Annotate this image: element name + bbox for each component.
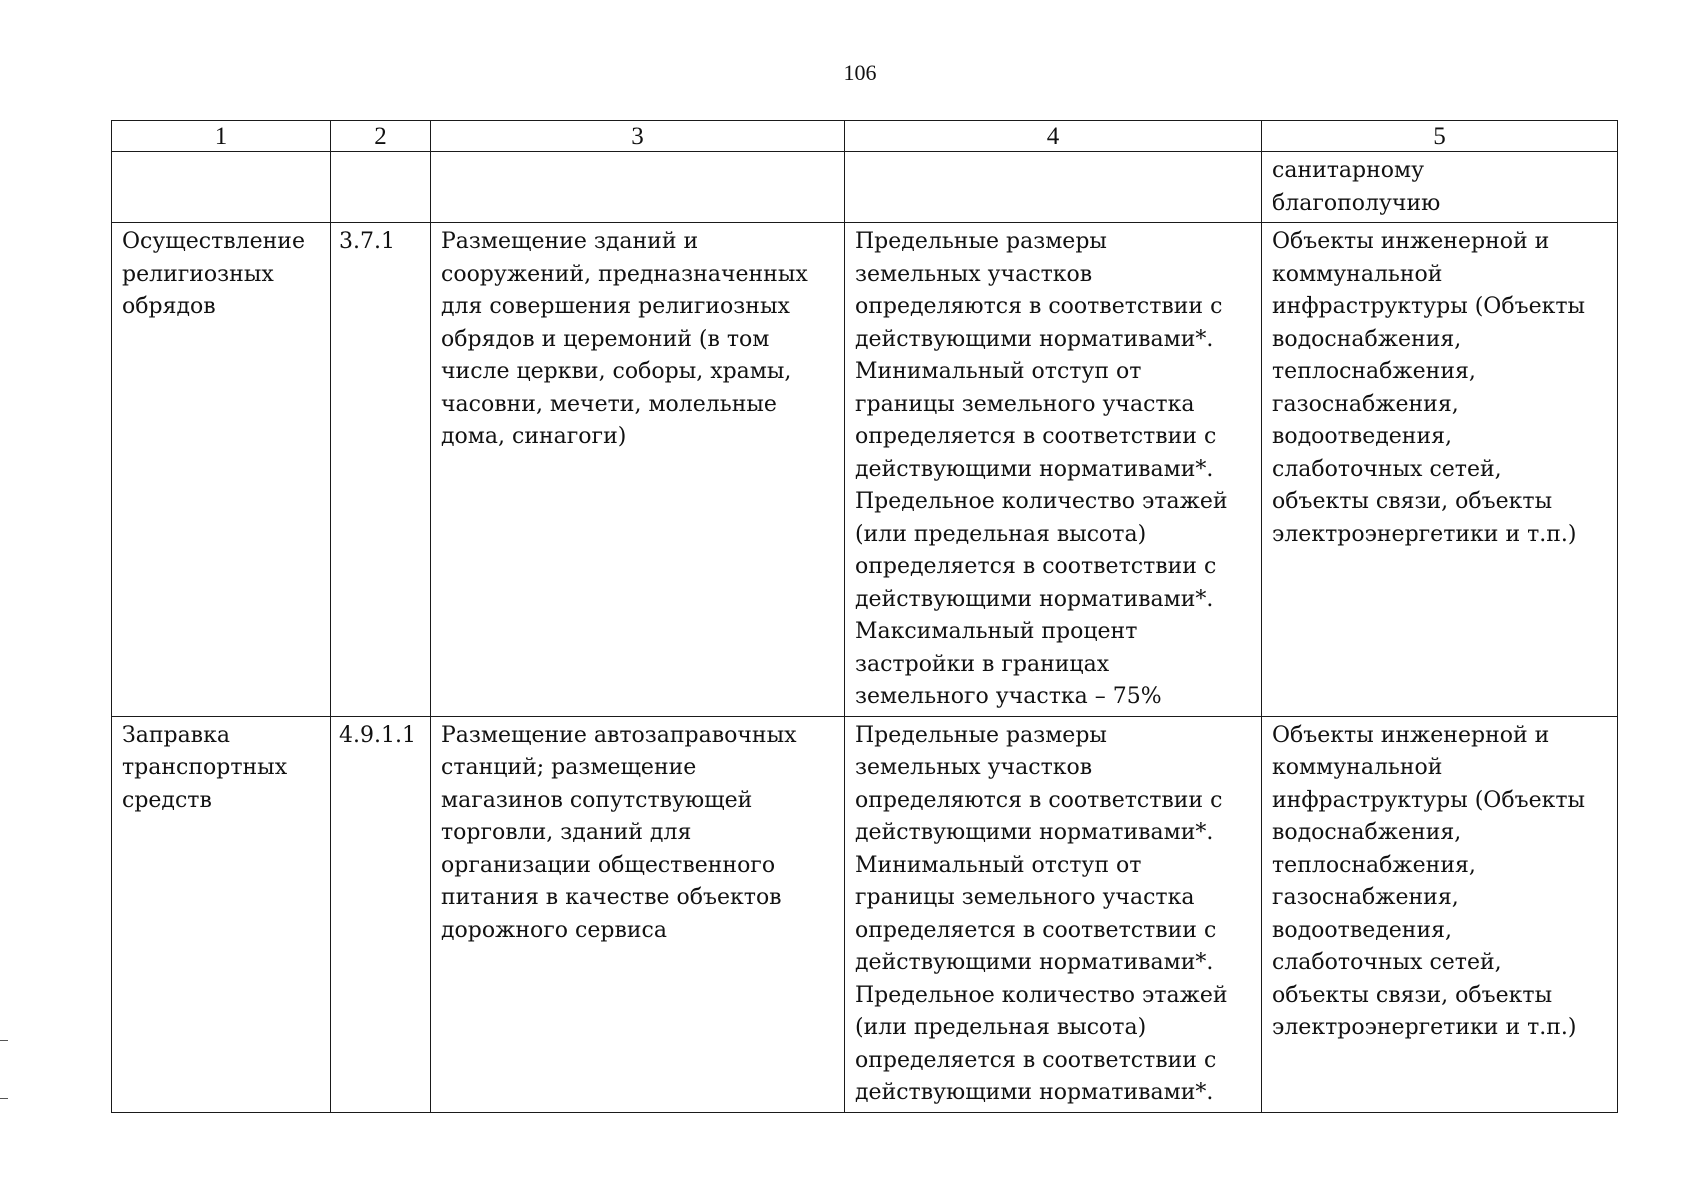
cell-text: Размещение зданий и сооружений, предназначенных для совершения религиозных обрядов и церемоний (в том числе церкви, соборы, храмы, часовни, мечети, молельные дома, синагоги) xyxy=(441,229,808,449)
cell-description xyxy=(431,716,845,1112)
cell-use-name xyxy=(112,716,331,1112)
cell-text: Предельные размеры земельных участков определяются в соответствии с действующими нормативами*. Минимальный отступ от границы земельного участка определяется в соответствии с действующими нормативами*. Предельное количество этажей (или предельная высота) определяется в соответствии с действующими нормативами*. xyxy=(855,722,1228,1105)
column-header-4: 4 xyxy=(845,121,1262,152)
cell-text: 4.9.1.1 xyxy=(339,722,416,748)
cell-description xyxy=(431,223,845,717)
cell-text: Объекты инженерной и коммунальной инфраструктуры (Объекты водоснабжения, теплоснабжения, газоснабжения, водоотведения, слаботочных сетей, объекты связи, объекты электроэнергетики и т.п.) xyxy=(1272,722,1586,1040)
table-header-row xyxy=(112,121,1618,152)
table-row xyxy=(112,152,1618,223)
table-row xyxy=(112,716,1618,1112)
cell-text: Осуществление религиозных обрядов xyxy=(122,229,305,319)
cell-use-name xyxy=(112,223,331,717)
column-header-3: 3 xyxy=(431,121,845,152)
cell-description xyxy=(431,152,845,223)
column-header-5: 5 xyxy=(1262,121,1618,152)
cell-code xyxy=(331,223,431,717)
cell-parameters xyxy=(845,716,1262,1112)
cell-code xyxy=(331,716,431,1112)
cell-auxiliary-uses xyxy=(1262,716,1618,1112)
margin-scan-mark xyxy=(0,1098,8,1099)
cell-text: санитарному благополучию xyxy=(1272,158,1441,216)
cell-auxiliary-uses xyxy=(1262,223,1618,717)
column-header-1: 1 xyxy=(112,121,331,152)
cell-text: 3.7.1 xyxy=(339,229,395,254)
cell-parameters xyxy=(845,152,1262,223)
margin-scan-mark xyxy=(0,1040,8,1041)
cell-text: Заправка транспортных средств xyxy=(122,722,288,813)
cell-code xyxy=(331,152,431,223)
cell-text: Объекты инженерной и коммунальной инфраструктуры (Объекты водоснабжения, теплоснабжения, газоснабжения, водоотведения, слаботочных сетей, объекты связи, объекты электроэнергетики и т.п.) xyxy=(1272,229,1586,547)
cell-text: Размещение автозаправочных станций; размещение магазинов сопутствующей торговли, зданий для организации общественного питания в качестве объектов дорожного сервиса xyxy=(441,722,797,943)
page-number: 106 xyxy=(843,60,877,85)
table-row xyxy=(112,223,1618,717)
column-header-2: 2 xyxy=(331,121,431,152)
cell-use-name xyxy=(112,152,331,223)
regulations-table xyxy=(111,120,1618,1113)
cell-text: Предельные размеры земельных участков определяются в соответствии с действующими нормативами*. Минимальный отступ от границы земельного участка определяется в соответствии с действующими нормативами*. Предельное количество этажей (или предельная высота) определяется в соответствии с действующими нормативами*. Максимальный процент застройки в границах земельного участка – 75% xyxy=(855,229,1228,709)
cell-parameters xyxy=(845,223,1262,717)
cell-auxiliary-uses xyxy=(1262,152,1618,223)
